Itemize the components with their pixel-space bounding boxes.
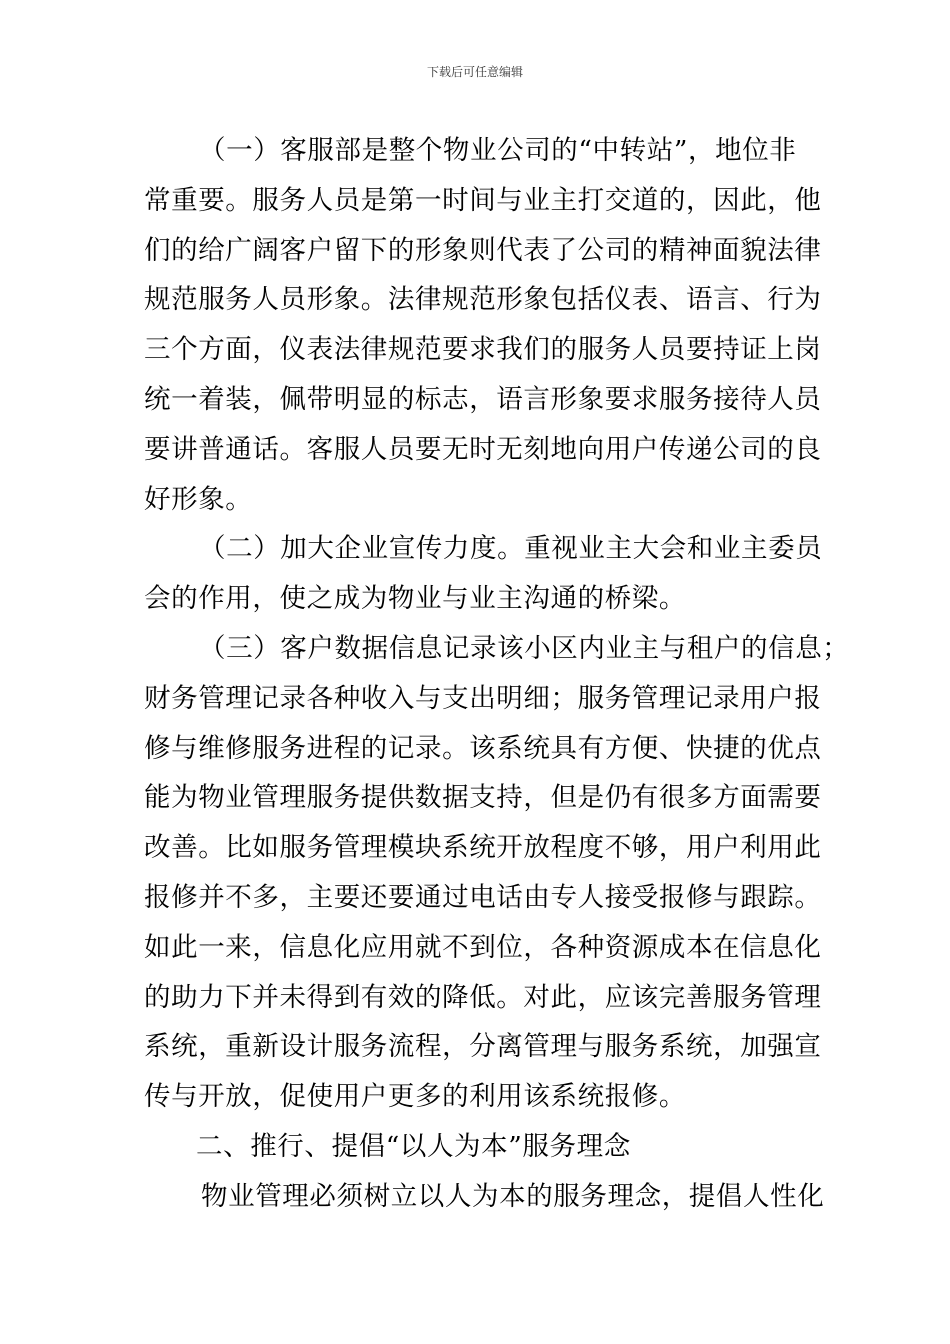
- text-line: 的助力下并未得到有效的降低。对此，应该完善服务管理: [144, 981, 822, 1013]
- text-line: 改善。比如服务管理模块系统开放程度不够，用户利用此: [144, 832, 822, 864]
- text-line: 要讲普通话。客服人员要无时无刻地向用户传递公司的良: [144, 433, 822, 465]
- heading-text: 二、推行、提倡“以人为本”服务理念: [196, 1130, 631, 1162]
- text-line: 会的作用，使之成为物业与业主沟通的桥梁。: [144, 583, 686, 615]
- text-line: 好形象。: [144, 483, 253, 515]
- text-line: 报修并不多，主要还要通过电话由专人接受报修与跟踪。: [144, 881, 822, 913]
- text-line: （三）客户数据信息记录该小区内业主与租户的信息；: [199, 632, 850, 664]
- page-header: 下载后可任意编辑: [426, 65, 523, 79]
- text-line: （一）客服部是整个物业公司的“中转站”，地位非: [199, 135, 797, 166]
- text-line: 能为物业管理服务提供数据支持，但是仍有很多方面需要: [144, 782, 822, 814]
- paragraph-people-oriented: [144, 1172, 825, 1222]
- paragraph-data-records: [144, 624, 850, 1122]
- text-line: 物业管理必须树立以人为本的服务理念，提倡人性化: [201, 1180, 825, 1212]
- text-line: 传与开放，促使用户更多的利用该系统报修。: [144, 1081, 686, 1113]
- text-line: 系统，重新设计服务流程，分离管理与服务系统，加强宣: [144, 1031, 822, 1063]
- section-heading: [144, 1122, 816, 1172]
- text-line: 常重要。服务人员是第一时间与业主打交道的，因此，他: [144, 184, 822, 216]
- document-body: [144, 126, 850, 1222]
- text-line: 统一着装，佩带明显的标志，语言形象要求服务接待人员: [144, 383, 822, 415]
- text-line: 如此一来，信息化应用就不到位，各种资源成本在信息化: [144, 931, 822, 963]
- text-line: 财务管理记录各种收入与支出明细；服务管理记录用户报: [144, 682, 822, 714]
- text-line: 修与维修服务进程的记录。该系统具有方便、快捷的优点: [144, 732, 822, 764]
- text-line: 三个方面，仪表法律规范要求我们的服务人员要持证上岗: [144, 334, 822, 366]
- paragraph-customer-service: [144, 126, 822, 524]
- paragraph-promotion: [144, 524, 823, 624]
- text-line: 规范服务人员形象。法律规范形象包括仪表、语言、行为: [144, 284, 822, 316]
- text-line: （二）加大企业宣传力度。重视业主大会和业主委员: [199, 533, 823, 565]
- text-line: 们的给广阔客户留下的形象则代表了公司的精神面貌法律: [144, 234, 822, 266]
